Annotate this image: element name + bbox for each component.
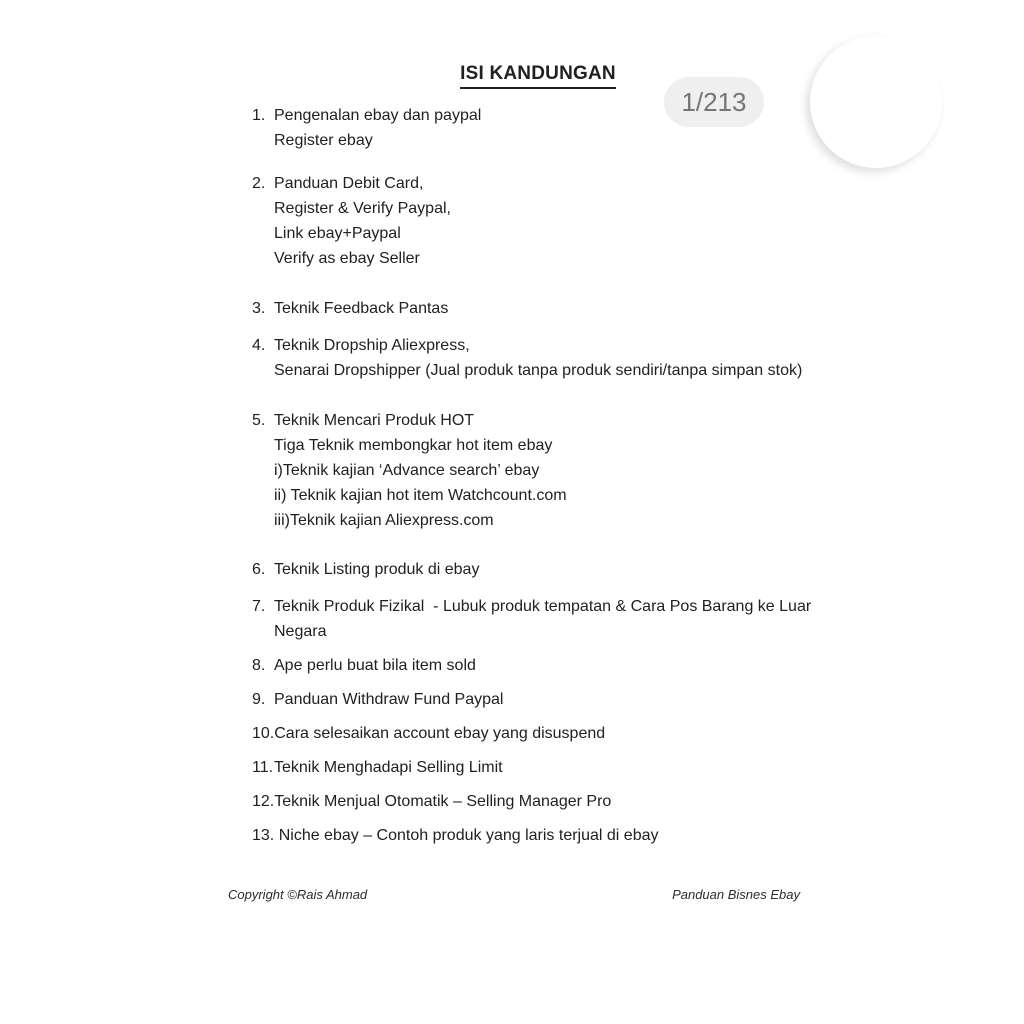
toc-item-number: 9.	[252, 691, 266, 708]
toc-item-line: Link ebay+Paypal	[274, 225, 401, 242]
document-page	[252, 62, 824, 848]
toc-item-number: 6.	[252, 561, 266, 578]
toc-item	[252, 408, 824, 533]
toc-item-lines	[274, 557, 824, 582]
toc-item	[252, 721, 824, 746]
toc-item-lines	[274, 594, 824, 644]
toc-item-line: Verify as ebay Seller	[274, 250, 420, 267]
toc-item	[252, 333, 824, 383]
toc-item-lines	[274, 721, 824, 746]
toc-item-line: ii) Teknik kajian hot item Watchcount.com	[274, 487, 567, 504]
toc-item-lines	[274, 653, 824, 678]
toc-item	[252, 557, 824, 582]
toc-list	[252, 103, 824, 848]
toc-item-line: i)Teknik kajian ‘Advance search’ ebay	[274, 462, 540, 479]
toc-item-line: Teknik Produk Fizikal - Lubuk produk tempatan & Cara Pos Barang ke Luar	[274, 598, 812, 615]
toc-item-number: 13.	[252, 827, 275, 844]
toc-item	[252, 789, 824, 814]
toc-item-line: Teknik Dropship Aliexpress,	[274, 337, 470, 354]
toc-item-line: Register ebay	[274, 132, 373, 149]
toc-item-line: Register & Verify Paypal,	[274, 200, 451, 217]
toc-item-lines	[274, 171, 824, 271]
toc-item-lines	[274, 103, 824, 153]
toc-item-lines	[274, 789, 824, 814]
toc-item-line: Niche ebay – Contoh produk yang laris terjual di ebay	[274, 827, 659, 844]
toc-item-line: Tiga Teknik membongkar hot item ebay	[274, 437, 553, 454]
toc-item	[252, 594, 824, 644]
toc-item-line: Senarai Dropshipper (Jual produk tanpa produk sendiri/tanpa simpan stok)	[274, 362, 803, 379]
toc-item-number: 5.	[252, 412, 266, 429]
toc-item-lines	[274, 755, 824, 780]
toc-item-number: 11.	[252, 759, 274, 776]
toc-item-number: 2.	[252, 175, 266, 192]
toc-item-line: Teknik Menjual Otomatik – Selling Manager Pro	[274, 793, 612, 810]
toc-item-line: Panduan Debit Card,	[274, 175, 424, 192]
toc-item-number: 12.	[252, 793, 275, 810]
toc-item	[252, 296, 824, 321]
toc-item-line: Cara selesaikan account ebay yang disuspend	[274, 725, 606, 742]
toc-item-lines	[274, 408, 824, 533]
toc-item-number: 7.	[252, 598, 266, 615]
toc-item-line: Panduan Withdraw Fund Paypal	[274, 691, 504, 708]
toc-item-line: Ape perlu buat bila item sold	[274, 657, 476, 674]
footer	[228, 887, 800, 903]
footer-booktitle: Panduan Bisnes Ebay	[672, 887, 800, 902]
toc-item-number: 4.	[252, 337, 266, 354]
toc-item-line: Teknik Mencari Produk HOT	[274, 412, 475, 429]
toc-item-line: Teknik Menghadapi Selling Limit	[274, 759, 503, 776]
toc-item-lines	[274, 296, 824, 321]
next-image-button[interactable]	[810, 36, 942, 168]
image-counter-text: 1/213	[681, 86, 747, 117]
toc-item-line: Teknik Listing produk di ebay	[274, 561, 480, 578]
toc-item-lines	[274, 687, 824, 712]
toc-item	[252, 171, 824, 271]
toc-item-line: Pengenalan ebay dan paypal	[274, 107, 482, 124]
toc-item-number: 10.	[252, 725, 275, 742]
toc-item-number: 3.	[252, 300, 266, 317]
toc-item	[252, 755, 824, 780]
toc-item-number: 8.	[252, 657, 266, 674]
toc-item-number: 1.	[252, 107, 266, 124]
toc-item-lines	[274, 333, 824, 383]
toc-item	[252, 653, 824, 678]
toc-item	[252, 103, 824, 153]
toc-item-line: Negara	[274, 623, 327, 640]
toc-item-line: iii)Teknik kajian Aliexpress.com	[274, 512, 494, 529]
toc-item	[252, 687, 824, 712]
page-title: ISI KANDUNGAN	[252, 62, 824, 89]
toc-item-line: Teknik Feedback Pantas	[274, 300, 449, 317]
footer-copyright: Copyright ©Rais Ahmad	[228, 887, 368, 902]
toc-item	[252, 823, 824, 848]
toc-item-lines	[274, 823, 824, 848]
